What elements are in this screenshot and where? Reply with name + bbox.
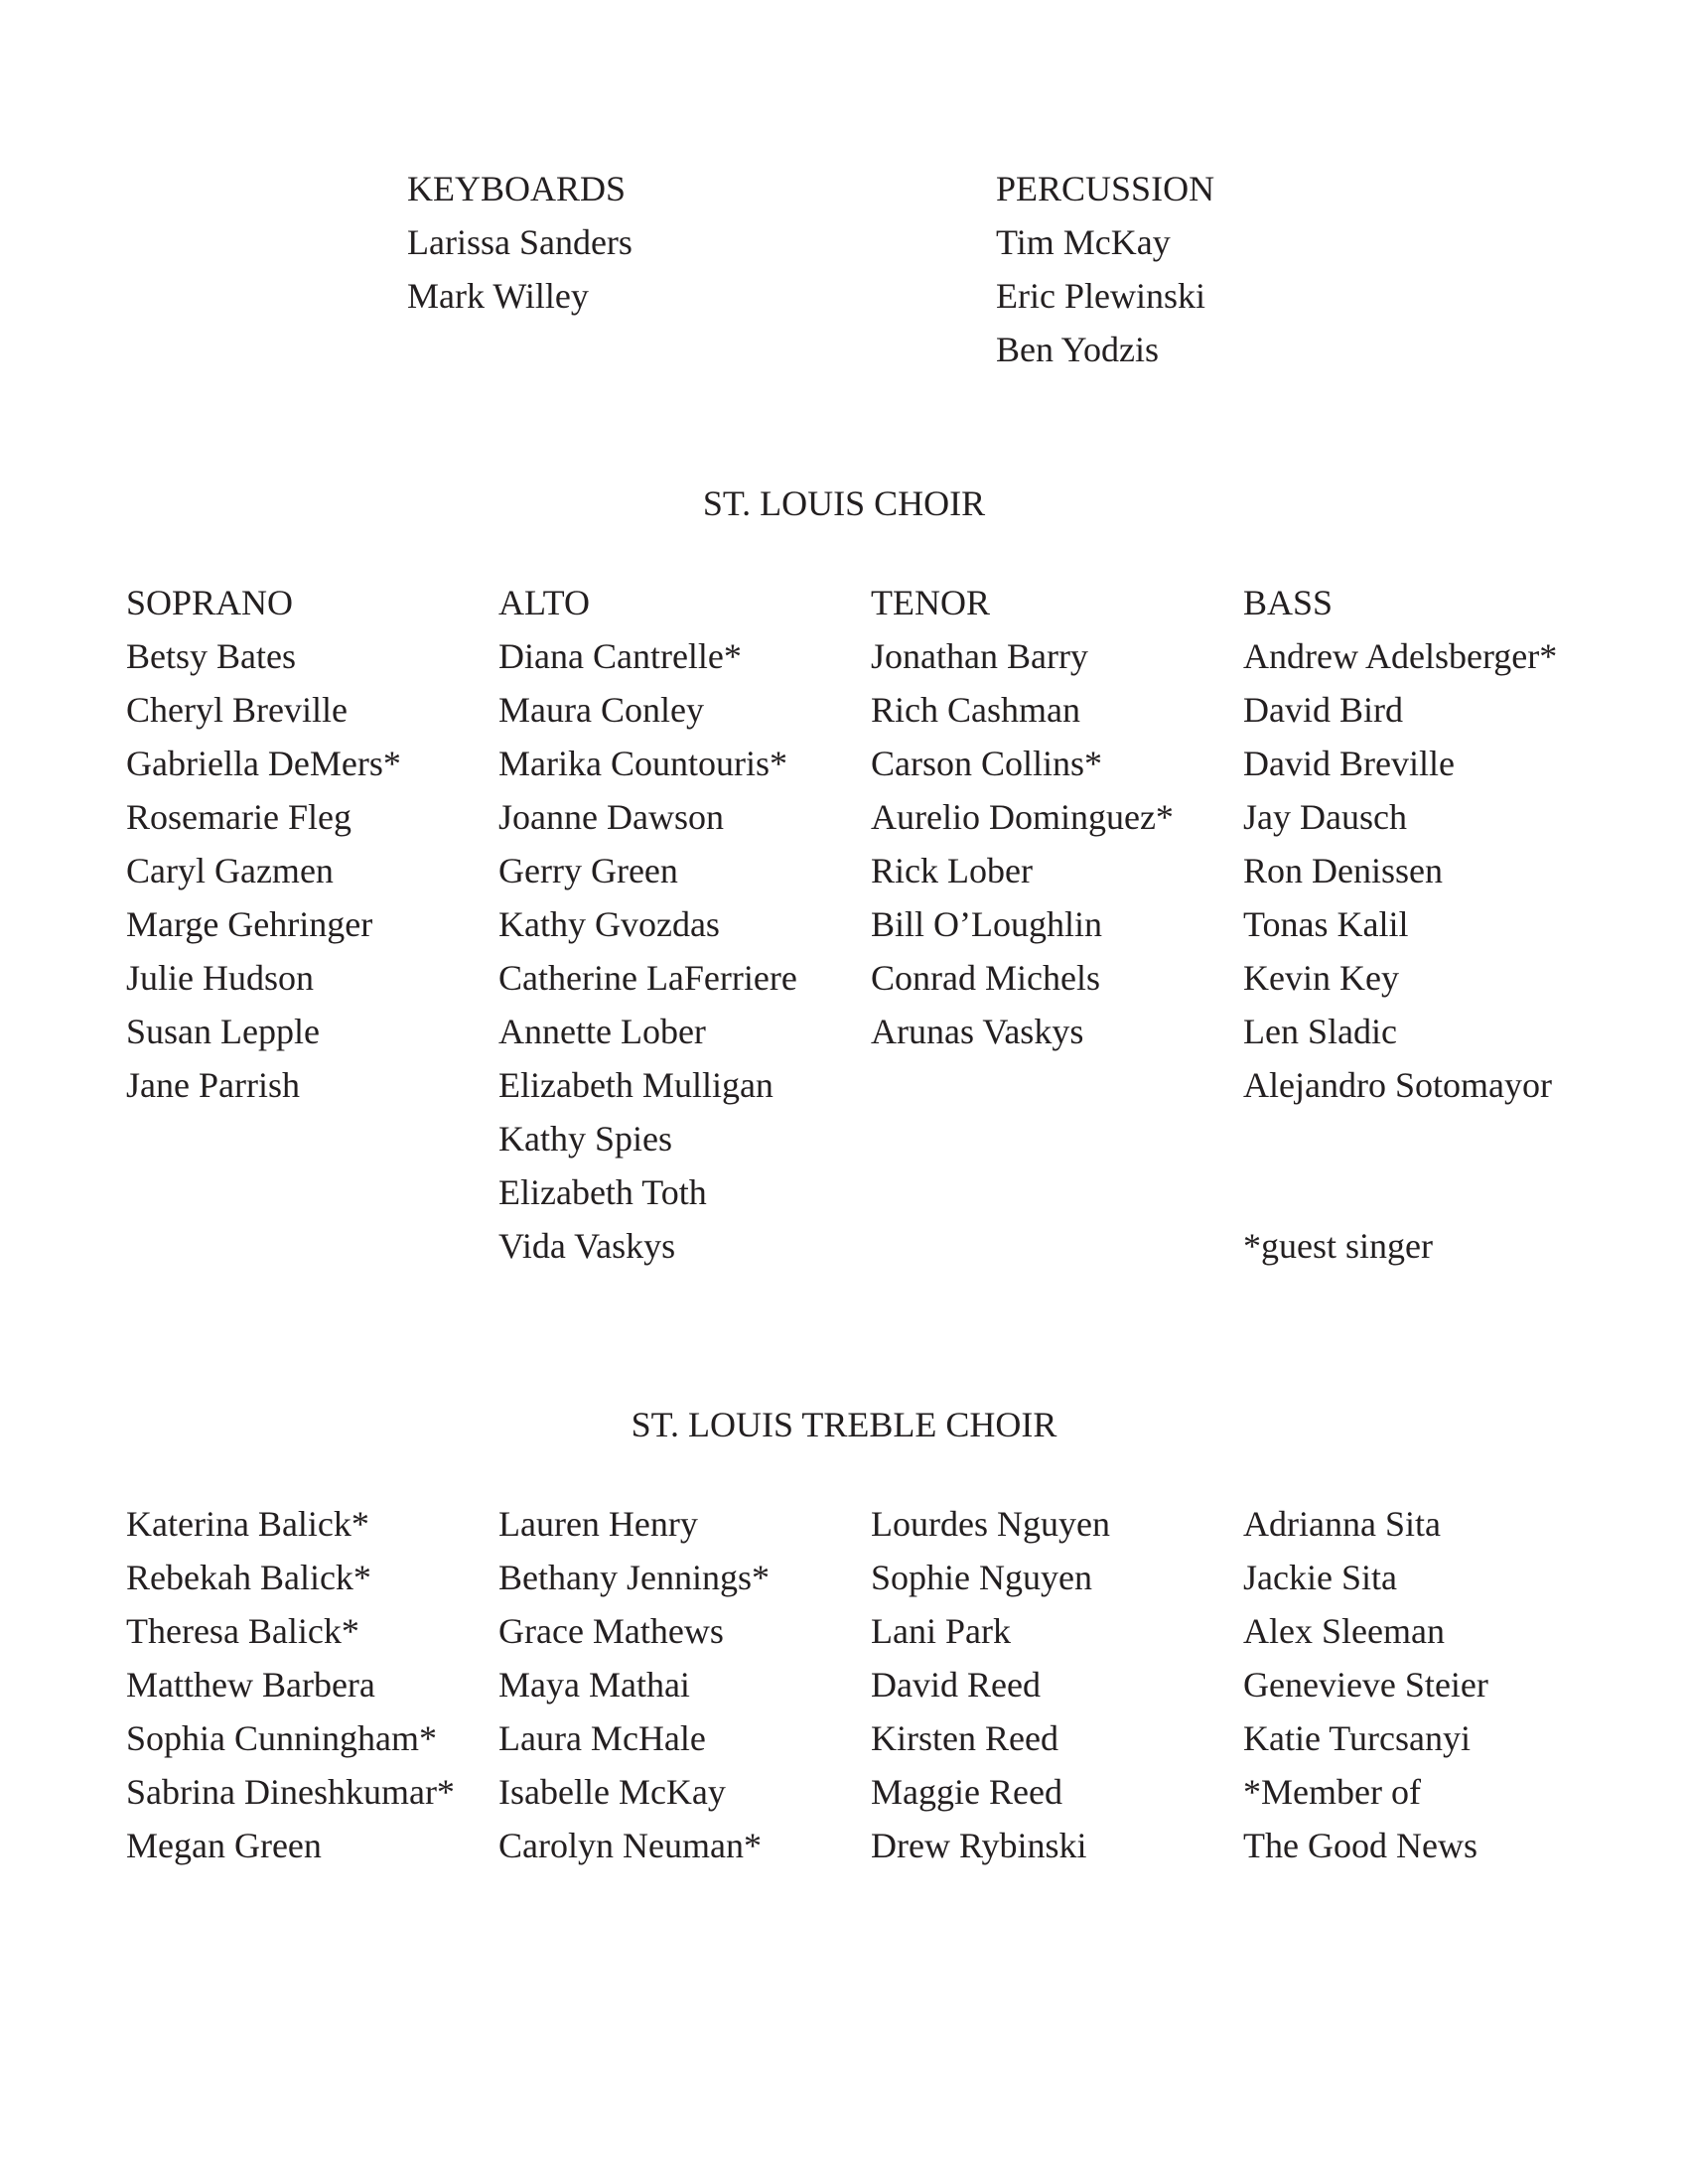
alto-section — [498, 576, 797, 1273]
list-item: Sophie Nguyen — [871, 1558, 1092, 1597]
list-item: Theresa Balick* — [126, 1611, 359, 1651]
list-item: Ben Yodzis — [996, 330, 1160, 369]
tenor-section — [871, 576, 1174, 1058]
list-item: Jay Dausch — [1243, 797, 1407, 837]
alto-heading: ALTO — [498, 583, 591, 622]
list-item: Kathy Spies — [498, 1119, 672, 1159]
list-item: Katie Turcsanyi — [1243, 1718, 1471, 1758]
spacer — [1243, 1165, 1557, 1219]
list-item: Andrew Adelsberger* — [1243, 636, 1558, 676]
list-item: Kirsten Reed — [871, 1718, 1058, 1758]
percussion-section — [996, 162, 1214, 376]
list-item: Larissa Sanders — [407, 222, 633, 262]
list-item: Joanne Dawson — [498, 797, 724, 837]
list-item: David Reed — [871, 1665, 1041, 1705]
bass-heading: BASS — [1243, 583, 1334, 622]
guest-singer-footnote: *guest singer — [1243, 1226, 1433, 1266]
list-item: Betsy Bates — [126, 636, 296, 676]
list-item: Lauren Henry — [498, 1504, 698, 1544]
list-item: Elizabeth Mulligan — [498, 1065, 774, 1105]
treble-choir-title: ST. LOUIS TREBLE CHOIR — [631, 1405, 1057, 1444]
list-item: Eric Plewinski — [996, 276, 1205, 316]
list-item: Conrad Michels — [871, 958, 1100, 998]
list-item: Ron Denissen — [1243, 851, 1443, 890]
list-item: Kathy Gvozdas — [498, 904, 720, 944]
list-item: Carson Collins* — [871, 744, 1103, 783]
list-item: David Bird — [1243, 690, 1403, 730]
list-item: Maura Conley — [498, 690, 704, 730]
list-item: Lourdes Nguyen — [871, 1504, 1110, 1544]
list-item: Annette Lober — [498, 1012, 706, 1051]
list-item: David Breville — [1243, 744, 1455, 783]
keyboards-heading: KEYBOARDS — [407, 169, 627, 208]
spacer — [1243, 1112, 1557, 1165]
list-item: Sabrina Dineshkumar* — [126, 1772, 455, 1812]
list-item: Aurelio Dominguez* — [871, 797, 1174, 837]
list-item: Jackie Sita — [1243, 1558, 1397, 1597]
list-item: Grace Mathews — [498, 1611, 724, 1651]
list-item: Gabriella DeMers* — [126, 744, 401, 783]
soprano-heading: SOPRANO — [126, 583, 294, 622]
list-item: Lani Park — [871, 1611, 1011, 1651]
list-item: Bill O’Loughlin — [871, 904, 1102, 944]
list-item: Adrianna Sita — [1243, 1504, 1441, 1544]
choir-title: ST. LOUIS CHOIR — [702, 483, 986, 523]
list-item: Rosemarie Fleg — [126, 797, 352, 837]
list-item: Kevin Key — [1243, 958, 1399, 998]
list-item: Julie Hudson — [126, 958, 314, 998]
list-item: Carolyn Neuman* — [498, 1826, 762, 1865]
list-item: Elizabeth Toth — [498, 1172, 707, 1212]
list-item: Gerry Green — [498, 851, 678, 890]
list-item: Susan Lepple — [126, 1012, 320, 1051]
list-item: Isabelle McKay — [498, 1772, 726, 1812]
treble-column-3 — [871, 1497, 1110, 1872]
list-item: Marge Gehringer — [126, 904, 373, 944]
list-item: Bethany Jennings* — [498, 1558, 770, 1597]
treble-column-2 — [498, 1497, 770, 1872]
member-footnote-line-2: The Good News — [1243, 1826, 1477, 1865]
list-item: Mark Willey — [407, 276, 589, 316]
list-item: Matthew Barbera — [126, 1665, 375, 1705]
treble-column-1 — [126, 1497, 455, 1872]
list-item: Vida Vaskys — [498, 1226, 676, 1266]
list-item: Tonas Kalil — [1243, 904, 1409, 944]
treble-column-4 — [1243, 1497, 1488, 1872]
member-footnote-line-1: *Member of — [1243, 1772, 1421, 1812]
list-item: Marika Countouris* — [498, 744, 787, 783]
list-item: Tim McKay — [996, 222, 1171, 262]
list-item: Rich Cashman — [871, 690, 1080, 730]
list-item: Jonathan Barry — [871, 636, 1088, 676]
list-item: Katerina Balick* — [126, 1504, 369, 1544]
list-item: Caryl Gazmen — [126, 851, 334, 890]
list-item: Rick Lober — [871, 851, 1033, 890]
list-item: Alejandro Sotomayor — [1243, 1065, 1552, 1105]
list-item: Maggie Reed — [871, 1772, 1062, 1812]
list-item: Cheryl Breville — [126, 690, 348, 730]
list-item: Genevieve Steier — [1243, 1665, 1488, 1705]
list-item: Len Sladic — [1243, 1012, 1397, 1051]
list-item: Drew Rybinski — [871, 1826, 1087, 1865]
percussion-heading: PERCUSSION — [996, 169, 1215, 208]
list-item: Alex Sleeman — [1243, 1611, 1445, 1651]
list-item: Rebekah Balick* — [126, 1558, 371, 1597]
list-item: Laura McHale — [498, 1718, 706, 1758]
list-item: Megan Green — [126, 1826, 322, 1865]
bass-section — [1243, 576, 1557, 1273]
list-item: Arunas Vaskys — [871, 1012, 1084, 1051]
list-item: Maya Mathai — [498, 1665, 690, 1705]
tenor-heading: TENOR — [871, 583, 990, 622]
keyboards-section — [407, 162, 633, 323]
soprano-section — [126, 576, 401, 1112]
list-item: Jane Parrish — [126, 1065, 300, 1105]
list-item: Catherine LaFerriere — [498, 958, 797, 998]
list-item: Diana Cantrelle* — [498, 636, 742, 676]
list-item: Sophia Cunningham* — [126, 1718, 437, 1758]
